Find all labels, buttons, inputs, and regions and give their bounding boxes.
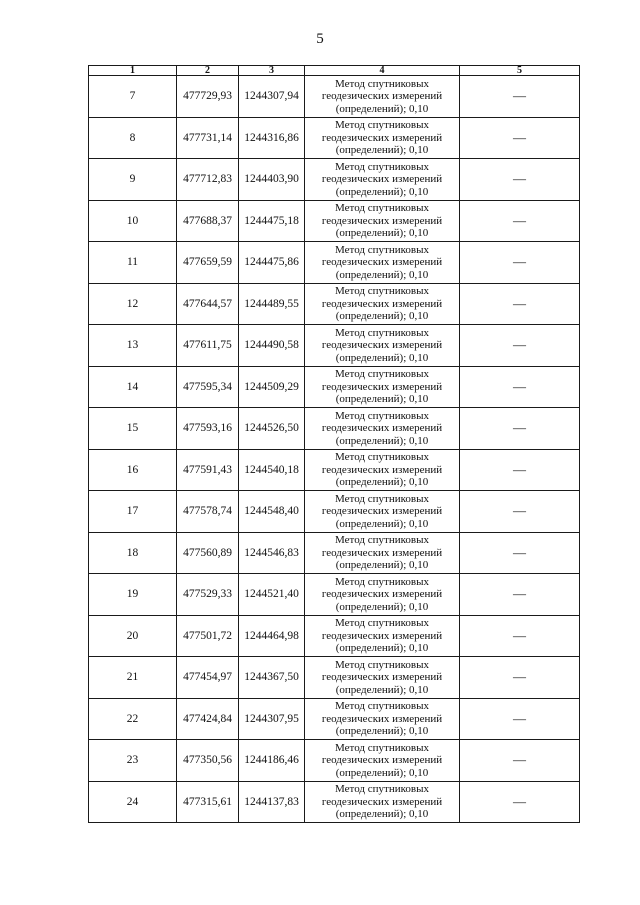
cell-point-number: 24: [89, 781, 177, 823]
column-header-point-number: 1: [89, 66, 177, 76]
cell-description: —: [460, 200, 580, 242]
cell-y-coordinate: 1244526,50: [239, 408, 305, 450]
cell-x-coordinate: 477578,74: [177, 491, 239, 533]
cell-y-coordinate: 1244307,94: [239, 76, 305, 118]
cell-y-coordinate: 1244186,46: [239, 740, 305, 782]
cell-method: Метод спутниковых геодезических измерений (определений); 0,10: [305, 615, 460, 657]
cell-description: —: [460, 159, 580, 201]
cell-y-coordinate: 1244489,55: [239, 283, 305, 325]
table-row: [89, 117, 580, 159]
table-row: [89, 698, 580, 740]
cell-point-number: 11: [89, 242, 177, 284]
cell-x-coordinate: 477424,84: [177, 698, 239, 740]
cell-point-number: 22: [89, 698, 177, 740]
cell-description: —: [460, 366, 580, 408]
table-row: [89, 449, 580, 491]
cell-y-coordinate: 1244546,83: [239, 532, 305, 574]
cell-point-number: 19: [89, 574, 177, 616]
cell-y-coordinate: 1244548,40: [239, 491, 305, 533]
cell-description: —: [460, 615, 580, 657]
cell-y-coordinate: 1244521,40: [239, 574, 305, 616]
table-row: [89, 532, 580, 574]
table-row: [89, 242, 580, 284]
cell-x-coordinate: 477350,56: [177, 740, 239, 782]
cell-point-number: 13: [89, 325, 177, 367]
cell-method: Метод спутниковых геодезических измерений (определений); 0,10: [305, 366, 460, 408]
table-row: [89, 491, 580, 533]
cell-y-coordinate: 1244137,83: [239, 781, 305, 823]
cell-y-coordinate: 1244490,58: [239, 325, 305, 367]
table-row: [89, 366, 580, 408]
cell-method: Метод спутниковых геодезических измерений (определений); 0,10: [305, 283, 460, 325]
cell-x-coordinate: 477529,33: [177, 574, 239, 616]
table-body: [89, 76, 580, 823]
cell-point-number: 17: [89, 491, 177, 533]
cell-method: Метод спутниковых геодезических измерений (определений); 0,10: [305, 242, 460, 284]
table-row: [89, 408, 580, 450]
cell-x-coordinate: 477454,97: [177, 657, 239, 699]
cell-description: —: [460, 76, 580, 118]
cell-point-number: 20: [89, 615, 177, 657]
cell-y-coordinate: 1244509,29: [239, 366, 305, 408]
cell-y-coordinate: 1244316,86: [239, 117, 305, 159]
cell-method: Метод спутниковых геодезических измерений (определений); 0,10: [305, 408, 460, 450]
cell-point-number: 18: [89, 532, 177, 574]
cell-description: —: [460, 283, 580, 325]
cell-method: Метод спутниковых геодезических измерений (определений); 0,10: [305, 574, 460, 616]
table-header-row: [89, 66, 580, 76]
cell-method: Метод спутниковых геодезических измерений (определений); 0,10: [305, 159, 460, 201]
cell-x-coordinate: 477315,61: [177, 781, 239, 823]
cell-method: Метод спутниковых геодезических измерений (определений); 0,10: [305, 740, 460, 782]
cell-point-number: 21: [89, 657, 177, 699]
column-header-y: 3: [239, 66, 305, 76]
coordinates-table: [88, 65, 580, 823]
column-header-method: 4: [305, 66, 460, 76]
cell-description: —: [460, 408, 580, 450]
table-row: [89, 159, 580, 201]
cell-description: —: [460, 740, 580, 782]
cell-x-coordinate: 477593,16: [177, 408, 239, 450]
table-row: [89, 657, 580, 699]
cell-description: —: [460, 117, 580, 159]
cell-point-number: 16: [89, 449, 177, 491]
cell-description: —: [460, 781, 580, 823]
column-header-description: 5: [460, 66, 580, 76]
cell-point-number: 12: [89, 283, 177, 325]
cell-x-coordinate: 477560,89: [177, 532, 239, 574]
cell-point-number: 14: [89, 366, 177, 408]
cell-x-coordinate: 477659,59: [177, 242, 239, 284]
cell-y-coordinate: 1244307,95: [239, 698, 305, 740]
cell-point-number: 8: [89, 117, 177, 159]
cell-x-coordinate: 477688,37: [177, 200, 239, 242]
table-row: [89, 781, 580, 823]
table-row: [89, 615, 580, 657]
cell-method: Метод спутниковых геодезических измерений (определений); 0,10: [305, 200, 460, 242]
cell-y-coordinate: 1244403,90: [239, 159, 305, 201]
cell-y-coordinate: 1244367,50: [239, 657, 305, 699]
table-row: [89, 200, 580, 242]
cell-y-coordinate: 1244475,86: [239, 242, 305, 284]
cell-x-coordinate: 477729,93: [177, 76, 239, 118]
table-row: [89, 76, 580, 118]
cell-point-number: 10: [89, 200, 177, 242]
cell-point-number: 9: [89, 159, 177, 201]
cell-x-coordinate: 477501,72: [177, 615, 239, 657]
cell-method: Метод спутниковых геодезических измерений (определений); 0,10: [305, 325, 460, 367]
cell-x-coordinate: 477731,14: [177, 117, 239, 159]
cell-x-coordinate: 477644,57: [177, 283, 239, 325]
cell-method: Метод спутниковых геодезических измерений (определений); 0,10: [305, 449, 460, 491]
cell-method: Метод спутниковых геодезических измерений (определений); 0,10: [305, 491, 460, 533]
cell-y-coordinate: 1244475,18: [239, 200, 305, 242]
cell-x-coordinate: 477611,75: [177, 325, 239, 367]
cell-description: —: [460, 449, 580, 491]
table-row: [89, 740, 580, 782]
cell-x-coordinate: 477595,34: [177, 366, 239, 408]
cell-description: —: [460, 657, 580, 699]
cell-description: —: [460, 491, 580, 533]
cell-method: Метод спутниковых геодезических измерений (определений); 0,10: [305, 698, 460, 740]
table-row: [89, 283, 580, 325]
cell-point-number: 23: [89, 740, 177, 782]
column-header-x: 2: [177, 66, 239, 76]
cell-method: Метод спутниковых геодезических измерений (определений); 0,10: [305, 117, 460, 159]
cell-method: Метод спутниковых геодезических измерений (определений); 0,10: [305, 781, 460, 823]
cell-method: Метод спутниковых геодезических измерений (определений); 0,10: [305, 76, 460, 118]
cell-method: Метод спутниковых геодезических измерений (определений); 0,10: [305, 532, 460, 574]
table-row: [89, 574, 580, 616]
cell-description: —: [460, 698, 580, 740]
cell-method: Метод спутниковых геодезических измерений (определений); 0,10: [305, 657, 460, 699]
cell-point-number: 7: [89, 76, 177, 118]
cell-y-coordinate: 1244540,18: [239, 449, 305, 491]
cell-description: —: [460, 242, 580, 284]
cell-y-coordinate: 1244464,98: [239, 615, 305, 657]
page-number: 5: [316, 31, 324, 47]
cell-point-number: 15: [89, 408, 177, 450]
cell-x-coordinate: 477712,83: [177, 159, 239, 201]
cell-description: —: [460, 532, 580, 574]
cell-description: —: [460, 574, 580, 616]
cell-x-coordinate: 477591,43: [177, 449, 239, 491]
cell-description: —: [460, 325, 580, 367]
table-row: [89, 325, 580, 367]
